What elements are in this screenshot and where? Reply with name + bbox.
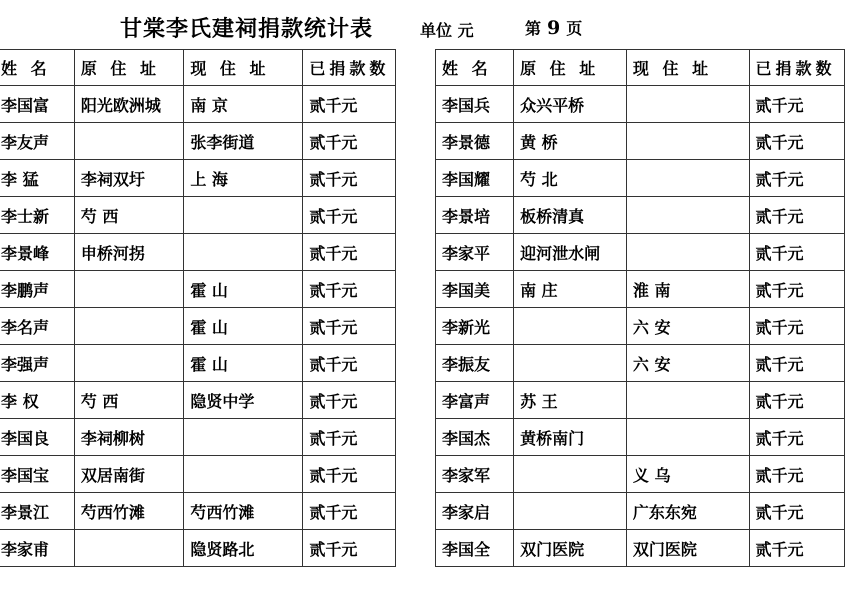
table-row <box>0 271 396 308</box>
cell-amount: 贰千元 <box>749 197 845 234</box>
cell-original-address: 李祠柳树 <box>74 419 184 456</box>
cell-amount: 贰千元 <box>749 123 845 160</box>
cell-original-address: 黄桥南门 <box>514 419 627 456</box>
cell-original-address: 李祠双圩 <box>74 160 184 197</box>
cell-name: 李鹏声 <box>0 271 74 308</box>
page-prefix: 第 <box>525 19 542 38</box>
column-header-current-address: 现 住 址 <box>626 50 749 86</box>
cell-current-address <box>184 197 303 234</box>
cell-name: 李国全 <box>436 530 514 567</box>
cell-name: 李士新 <box>0 197 74 234</box>
cell-original-address: 众兴平桥 <box>514 86 627 123</box>
cell-current-address: 霍 山 <box>184 271 303 308</box>
cell-current-address: 霍 山 <box>184 345 303 382</box>
table-row <box>0 197 396 234</box>
column-header-name: 姓 名 <box>0 50 74 86</box>
table-row <box>0 456 396 493</box>
cell-amount: 贰千元 <box>749 456 845 493</box>
cell-amount: 贰千元 <box>749 530 845 567</box>
cell-original-address <box>514 493 627 530</box>
cell-current-address <box>626 123 749 160</box>
table-row <box>0 160 396 197</box>
cell-amount: 贰千元 <box>749 345 845 382</box>
cell-current-address <box>626 86 749 123</box>
cell-amount: 贰千元 <box>303 382 396 419</box>
cell-original-address: 双门医院 <box>514 530 627 567</box>
cell-original-address: 芍 北 <box>514 160 627 197</box>
cell-current-address <box>184 419 303 456</box>
cell-amount: 贰千元 <box>303 234 396 271</box>
column-header-amount: 已捐款数 <box>749 50 845 86</box>
document-header <box>0 10 848 44</box>
cell-amount: 贰千元 <box>303 197 396 234</box>
table-row <box>436 86 845 123</box>
table-header-row <box>436 50 845 86</box>
cell-original-address: 阳光欧洲城 <box>74 86 184 123</box>
cell-name: 李强声 <box>0 345 74 382</box>
cell-current-address: 广东东宛 <box>626 493 749 530</box>
cell-amount: 贰千元 <box>303 530 396 567</box>
page-title: 甘棠李氏建祠捐款统计表 <box>120 16 374 42</box>
table-row <box>0 530 396 567</box>
cell-original-address: 板桥清真 <box>514 197 627 234</box>
cell-current-address <box>184 456 303 493</box>
cell-original-address <box>514 456 627 493</box>
cell-amount: 贰千元 <box>303 271 396 308</box>
cell-current-address <box>626 234 749 271</box>
cell-amount: 贰千元 <box>303 419 396 456</box>
cell-amount: 贰千元 <box>749 419 845 456</box>
cell-name: 李国富 <box>0 86 74 123</box>
cell-amount: 贰千元 <box>749 493 845 530</box>
column-header-current-address: 现 住 址 <box>184 50 303 86</box>
cell-original-address: 苏 王 <box>514 382 627 419</box>
cell-original-address: 迎河泄水闸 <box>514 234 627 271</box>
cell-amount: 贰千元 <box>303 493 396 530</box>
table-row <box>0 345 396 382</box>
cell-amount: 贰千元 <box>303 160 396 197</box>
cell-current-address <box>184 234 303 271</box>
cell-amount: 贰千元 <box>303 456 396 493</box>
cell-amount: 贰千元 <box>749 382 845 419</box>
cell-name: 李 权 <box>0 382 74 419</box>
cell-amount: 贰千元 <box>303 123 396 160</box>
cell-amount: 贰千元 <box>749 308 845 345</box>
cell-current-address: 义 乌 <box>626 456 749 493</box>
cell-name: 李国良 <box>0 419 74 456</box>
cell-original-address: 黄 桥 <box>514 123 627 160</box>
cell-original-address: 申桥河拐 <box>74 234 184 271</box>
cell-original-address <box>74 308 184 345</box>
cell-name: 李名声 <box>0 308 74 345</box>
column-header-original-address: 原 住 址 <box>514 50 627 86</box>
cell-name: 李景峰 <box>0 234 74 271</box>
cell-name: 李国美 <box>436 271 514 308</box>
cell-name: 李家平 <box>436 234 514 271</box>
cell-name: 李 猛 <box>0 160 74 197</box>
cell-original-address: 芍 西 <box>74 197 184 234</box>
cell-current-address: 淮 南 <box>626 271 749 308</box>
cell-current-address <box>626 419 749 456</box>
column-header-amount: 已捐款数 <box>303 50 396 86</box>
cell-amount: 贰千元 <box>749 160 845 197</box>
table-row <box>436 160 845 197</box>
table-row <box>436 345 845 382</box>
cell-name: 李国兵 <box>436 86 514 123</box>
cell-original-address: 芍西竹滩 <box>74 493 184 530</box>
table-row <box>436 271 845 308</box>
cell-current-address <box>626 160 749 197</box>
cell-name: 李振友 <box>436 345 514 382</box>
table-row <box>0 493 396 530</box>
cell-original-address <box>514 308 627 345</box>
page-suffix: 页 <box>566 19 583 38</box>
table-row <box>436 493 845 530</box>
table-row <box>436 234 845 271</box>
cell-name: 李景培 <box>436 197 514 234</box>
cell-name: 李家甫 <box>0 530 74 567</box>
table-body <box>0 86 396 567</box>
table-row <box>0 419 396 456</box>
cell-amount: 贰千元 <box>303 86 396 123</box>
cell-name: 李富声 <box>436 382 514 419</box>
cell-original-address <box>74 345 184 382</box>
cell-current-address: 张李街道 <box>184 123 303 160</box>
column-header-original-address: 原 住 址 <box>74 50 184 86</box>
table-row <box>0 382 396 419</box>
table-row <box>436 419 845 456</box>
cell-amount: 贰千元 <box>749 234 845 271</box>
cell-current-address: 芍西竹滩 <box>184 493 303 530</box>
cell-name: 李景江 <box>0 493 74 530</box>
cell-original-address: 芍 西 <box>74 382 184 419</box>
cell-current-address: 霍 山 <box>184 308 303 345</box>
table-row <box>436 197 845 234</box>
cell-name: 李家启 <box>436 493 514 530</box>
donation-table-left <box>0 49 396 567</box>
cell-original-address: 双居南街 <box>74 456 184 493</box>
cell-current-address <box>626 197 749 234</box>
table-row <box>0 123 396 160</box>
cell-current-address: 六 安 <box>626 308 749 345</box>
cell-original-address <box>74 123 184 160</box>
cell-name: 李新光 <box>436 308 514 345</box>
table-row <box>436 456 845 493</box>
cell-amount: 贰千元 <box>749 86 845 123</box>
cell-current-address: 六 安 <box>626 345 749 382</box>
page-indicator <box>525 16 582 39</box>
donation-table-right <box>435 49 845 567</box>
cell-current-address: 南 京 <box>184 86 303 123</box>
cell-amount: 贰千元 <box>303 308 396 345</box>
table-header-row <box>0 50 396 86</box>
table-row <box>436 308 845 345</box>
table-row <box>0 234 396 271</box>
table-row <box>0 308 396 345</box>
cell-name: 李国宝 <box>0 456 74 493</box>
cell-current-address <box>626 382 749 419</box>
cell-name: 李景德 <box>436 123 514 160</box>
cell-name: 李家军 <box>436 456 514 493</box>
page-number: 9 <box>547 17 561 39</box>
table-row <box>436 123 845 160</box>
cell-current-address: 双门医院 <box>626 530 749 567</box>
table-row <box>436 382 845 419</box>
cell-amount: 贰千元 <box>749 271 845 308</box>
table-body <box>436 86 845 567</box>
cell-original-address: 南 庄 <box>514 271 627 308</box>
cell-name: 李友声 <box>0 123 74 160</box>
cell-original-address <box>514 345 627 382</box>
cell-original-address <box>74 271 184 308</box>
cell-amount: 贰千元 <box>303 345 396 382</box>
column-header-name: 姓 名 <box>436 50 514 86</box>
cell-name: 李国杰 <box>436 419 514 456</box>
cell-current-address: 隐贤中学 <box>184 382 303 419</box>
cell-name: 李国耀 <box>436 160 514 197</box>
table-row <box>436 530 845 567</box>
unit-label: 单位 元 <box>420 21 474 40</box>
cell-current-address: 上 海 <box>184 160 303 197</box>
cell-current-address: 隐贤路北 <box>184 530 303 567</box>
table-row <box>0 86 396 123</box>
cell-original-address <box>74 530 184 567</box>
